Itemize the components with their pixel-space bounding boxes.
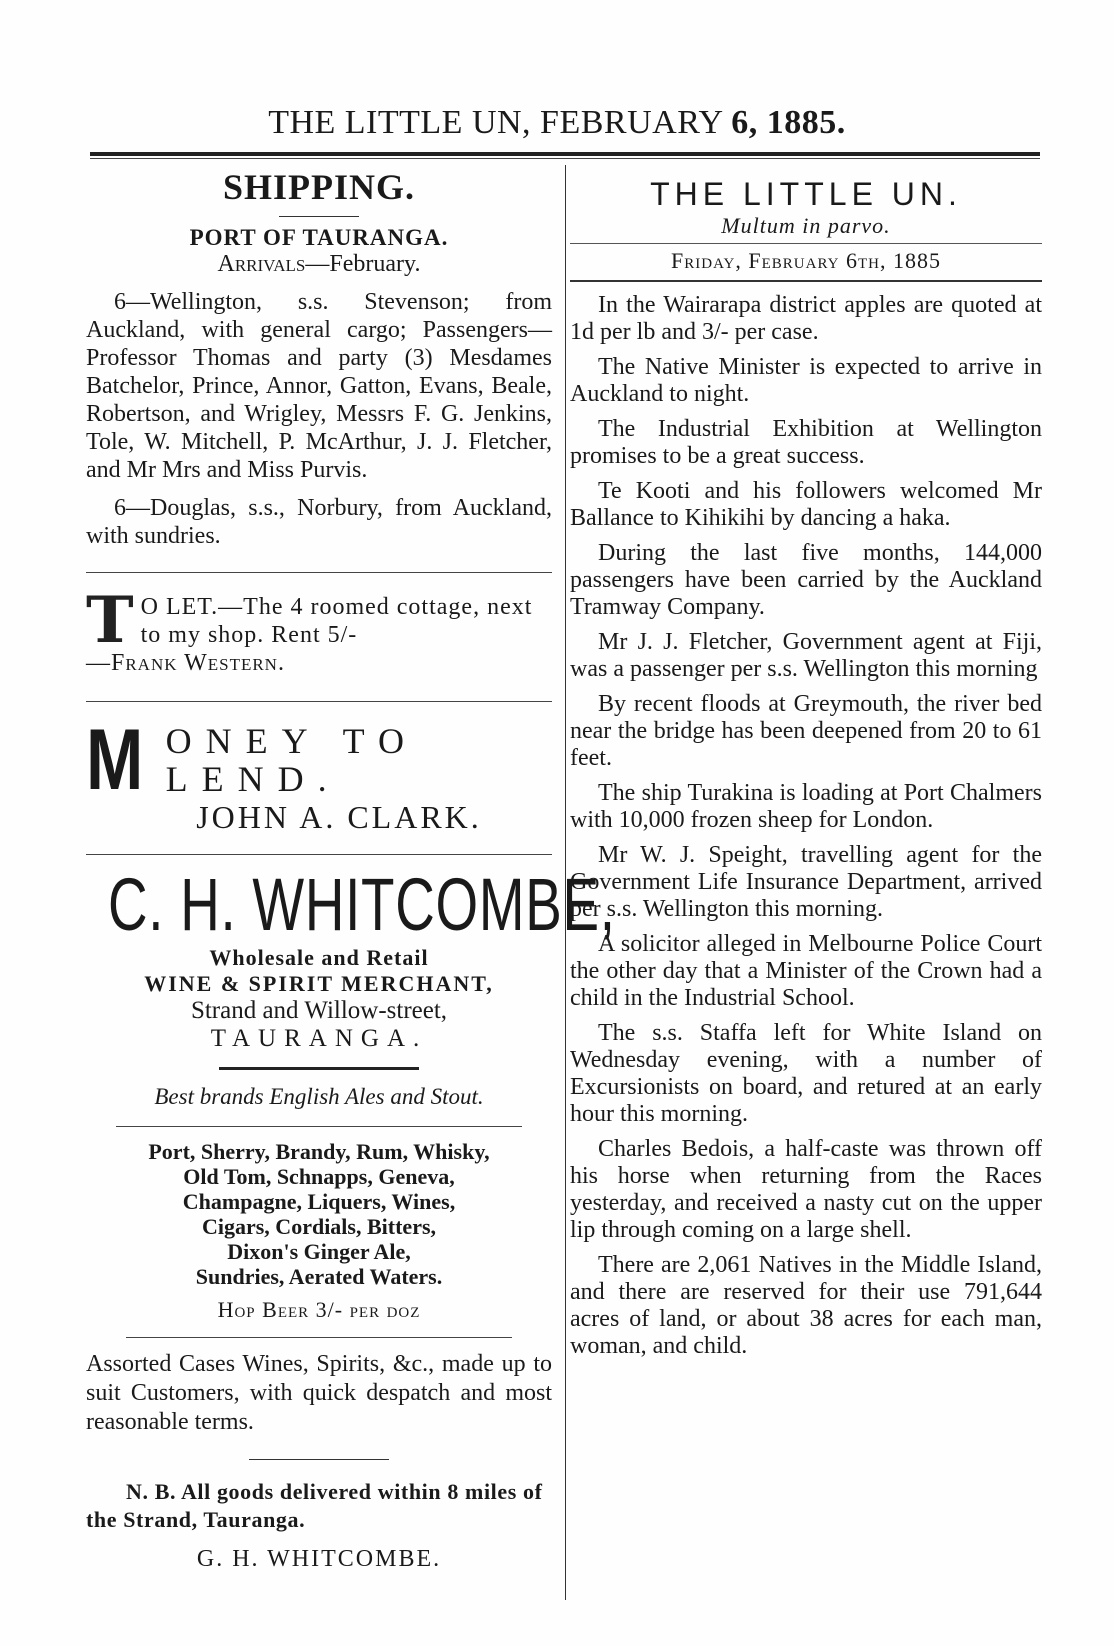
arrivals-label: Arrivals xyxy=(217,251,306,277)
dropcap: T xyxy=(86,583,135,658)
divider xyxy=(279,216,359,217)
dropcap: M xyxy=(86,712,155,808)
news-item: The s.s. Staffa left for White Island on Wednesday evening, with a number of Excursionists on board, and retured at an early hour this morning. xyxy=(570,1020,1042,1127)
news-item: The Native Minister is expected to arrive in Auckland to night. xyxy=(570,354,1042,407)
news-item: Te Kooti and his followers welcomed Mr Ballance to Kihikihi by dancing a haka. xyxy=(570,478,1042,531)
news-item: Mr W. J. Speight, travelling agent for the Government Life Insurance Department, arrived per s.s. Wellington this morning. xyxy=(570,842,1042,922)
advert-line: Strand and Willow-street, xyxy=(190,997,448,1024)
liquor-line: Sundries, Aerated Waters. xyxy=(195,1264,443,1289)
arrivals-heading xyxy=(86,251,552,278)
shipping-entry: 6—Douglas, s.s., Norbury, from Auckland, with sundries. xyxy=(86,495,552,549)
news-item: By recent floods at Greymouth, the river bed near the bridge has been deepened from 20 to 61 feet. xyxy=(570,691,1042,771)
masthead-title: THE LITTLE UN, FEBRUARY xyxy=(268,104,732,141)
advert-line: WINE & SPIRIT MERCHANT, xyxy=(144,971,494,996)
divider xyxy=(116,1126,522,1127)
liquor-line: Old Tom, Schnapps, Geneva, xyxy=(183,1164,455,1189)
divider xyxy=(86,572,552,573)
right-column xyxy=(570,176,1042,1360)
liquor-line: Champagne, Liquers, Wines, xyxy=(182,1189,456,1214)
liquor-line: Cigars, Cordials, Bitters, xyxy=(201,1214,437,1239)
divider xyxy=(219,1067,419,1070)
issue-date: Friday, February 6th, 1885 xyxy=(570,243,1042,282)
news-item: A solicitor alleged in Melbourne Police Court the other day that a Minister of the Crown had a child in the Industrial School. xyxy=(570,931,1042,1011)
port-heading: PORT OF TAURANGA. xyxy=(189,225,449,250)
shipping-heading: SHIPPING. xyxy=(222,167,416,207)
to-let-advert xyxy=(86,583,552,677)
hop-beer-price: Hop Beer 3/- per doz xyxy=(217,1297,421,1322)
news-item: The ship Turakina is loading at Port Chalmers with 10,000 frozen sheep for London. xyxy=(570,780,1042,833)
divider xyxy=(86,854,552,855)
news-item: Mr J. J. Fletcher, Government agent at Fiji, was a passenger per s.s. Wellington this morning xyxy=(570,629,1042,682)
news-items xyxy=(570,292,1042,1360)
masthead-date: 6, 1885. xyxy=(731,104,846,141)
to-let-body: O LET.—The 4 roomed cottage, next to my shop. Rent 5/- xyxy=(140,594,533,648)
money-to-lend-advert xyxy=(86,712,552,836)
divider xyxy=(86,701,552,702)
divider xyxy=(126,1337,512,1338)
shipping-entry: 6—Wellington, s.s. Stevenson; from Auckland, with general cargo; Passengers—Professor Thomas and party (3) Mesdames Batchelor, Prince, Annor, Gatton, Evans, Beale, Robertson, and Wrigley, Messrs F. G. Jenkins, Tole, W. Mitchell, P. McArthur, J. J. Fletcher, and Mr Mrs and Miss Purvis. xyxy=(86,289,552,483)
news-item: Charles Bedois, a half-caste was thrown off his horse when returning from the Races yesterday, and received a nasty cut on the upper lip through coming on a large shell. xyxy=(570,1136,1042,1243)
liquor-list xyxy=(86,1139,552,1289)
money-line: ONEY TO LEND. xyxy=(165,721,418,799)
masthead-rule xyxy=(90,152,1040,159)
paper-motto: Multum in parvo. xyxy=(721,213,891,238)
masthead xyxy=(0,104,1114,142)
advert-line: Wholesale and Retail xyxy=(209,945,429,970)
news-item: The Industrial Exhibition at Wellington promises to be a great success. xyxy=(570,416,1042,469)
left-column xyxy=(86,166,616,1573)
liquor-line: Port, Sherry, Brandy, Rum, Whisky, xyxy=(148,1139,490,1164)
delivery-note: N. B. All goods delivered within 8 miles of the Strand, Tauranga. xyxy=(86,1479,543,1532)
brands-line: Best brands English Ales and Stout. xyxy=(154,1084,484,1109)
liquor-line: Dixon's Ginger Ale, xyxy=(227,1239,411,1264)
merchant-name: C. H. WHITCOMBE, xyxy=(108,863,616,946)
arrivals-month: —February. xyxy=(305,251,421,277)
divider xyxy=(249,1459,389,1460)
assorted-cases: Assorted Cases Wines, Spirits, &c., made up to suit Customers, with quick despatch and most reasonable terms. xyxy=(86,1351,552,1435)
merchant-signature: G. H. WHITCOMBE. xyxy=(196,1546,442,1572)
advert-line: TAURANGA. xyxy=(210,1025,428,1052)
money-lender: JOHN A. CLARK. xyxy=(196,799,482,835)
news-item: There are 2,061 Natives in the Middle Island, and there are reserved for their use 791,644 acres of land, or about 38 acres for each man, woman, and child. xyxy=(570,1252,1042,1359)
news-item: During the last five months, 144,000 passengers have been carried by the Auckland Tramway Company. xyxy=(570,540,1042,620)
whitcombe-advert xyxy=(86,863,616,1573)
news-item: In the Wairarapa district apples are quoted at 1d per lb and 3/- per case. xyxy=(570,292,1042,345)
to-let-signature: —Frank Western. xyxy=(86,650,285,676)
paper-title: THE LITTLE UN. xyxy=(650,176,962,212)
